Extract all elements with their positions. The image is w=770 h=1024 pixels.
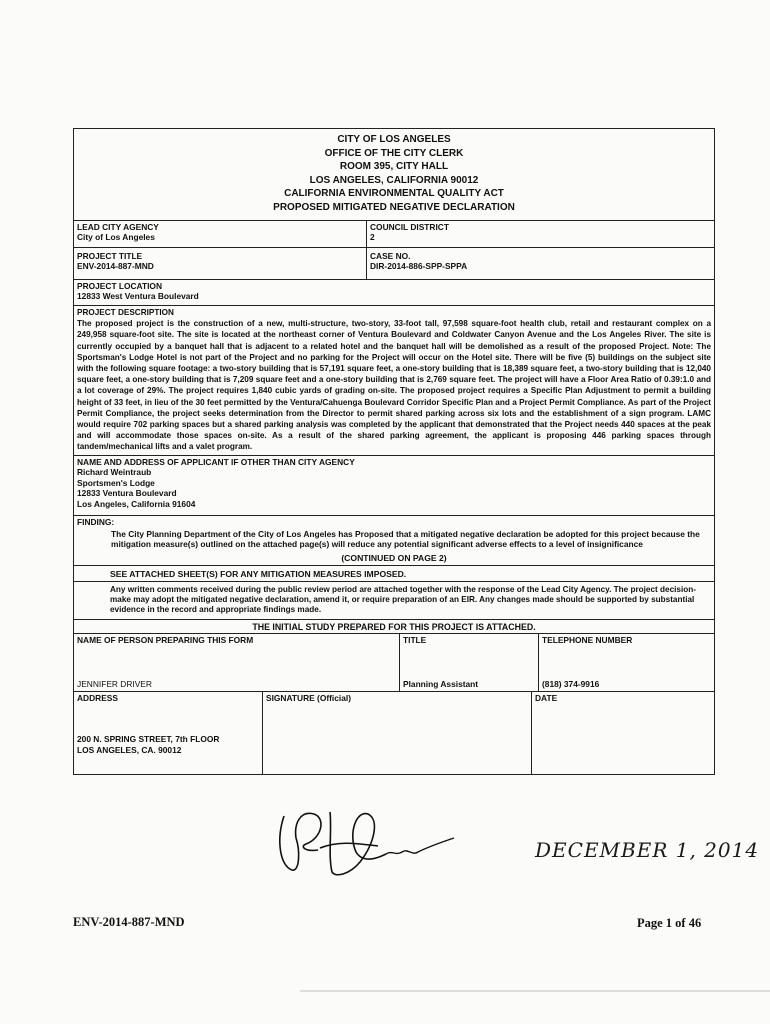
header-line: CALIFORNIA ENVIRONMENTAL QUALITY ACT — [284, 188, 504, 200]
continued-note: (CONTINUED ON PAGE 2) — [341, 552, 447, 563]
form-header — [74, 129, 714, 221]
case-no-value: DIR-2014-886-SPP-SPPA — [370, 261, 468, 271]
address-row — [74, 692, 714, 774]
case-no-label: CASE NO. — [370, 251, 411, 261]
address-label: ADDRESS — [77, 692, 118, 703]
preparer-phone: (818) 374-9916 — [542, 678, 600, 689]
signature-label: SIGNATURE (Official) — [266, 692, 351, 703]
lead-agency-value: City of Los Angeles — [77, 232, 155, 242]
scan-edge-line — [300, 990, 770, 992]
handwritten-signature — [270, 800, 470, 880]
form-title: PROPOSED MITIGATED NEGATIVE DECLARATION — [273, 201, 515, 213]
date-cell — [531, 692, 714, 774]
applicant-line: 12833 Ventura Boulevard — [77, 488, 177, 499]
address-line: LOS ANGELES, CA. 90012 — [77, 744, 182, 755]
case-no-cell — [366, 248, 714, 279]
project-title-cell — [74, 248, 366, 279]
project-title-label: PROJECT TITLE — [77, 251, 143, 261]
finding-label: FINDING: — [77, 516, 115, 527]
header-line: CITY OF LOS ANGELES — [337, 134, 451, 145]
preparer-row — [74, 634, 714, 692]
agency-row — [74, 221, 714, 248]
project-location-label: PROJECT LOCATION — [77, 281, 162, 291]
preparer-name-label: NAME OF PERSON PREPARING THIS FORM — [77, 634, 254, 645]
project-location-cell — [74, 280, 714, 305]
applicant-cell — [74, 456, 714, 515]
lead-agency-cell — [74, 221, 366, 247]
written-comments-text: Any written comments received during the public review period are attached together with the response of the Lead City Agency. The project decision-make may adopt the mitigated negative declaration, amend it, or require preparation of an EIR. Any changes made should be supported by substantial evidence in the record and appropriate findings made. — [74, 582, 714, 620]
project-location-value: 12833 West Ventura Boulevard — [77, 291, 199, 301]
applicant-line: Richard Weintraub — [77, 467, 152, 478]
see-attached-note: SEE ATTACHED SHEET(S) FOR ANY MITIGATION MEASURES IMPOSED. — [74, 565, 714, 582]
preparer-phone-cell — [538, 634, 714, 691]
lead-agency-label: LEAD CITY AGENCY — [77, 222, 159, 232]
project-title-value: ENV-2014-887-MND — [77, 261, 154, 271]
mnd-form — [73, 128, 715, 775]
council-district-label: COUNCIL DISTRICT — [370, 222, 449, 232]
finding-text: The City Planning Department of the City of Los Angeles has Proposed that a mitigated negative declaration be adopted for this project because the mitigation measure(s) outlined on the attached page(s) will reduce any potential significant adverse effects to a level of insignificance — [111, 528, 700, 550]
preparer-title: Planning Assistant — [403, 678, 479, 689]
description-row — [74, 306, 714, 456]
preparer-name: JENNIFER DRIVER — [77, 678, 152, 689]
location-row — [74, 280, 714, 306]
address-line: 200 N. SPRING STREET, 7th FLOOR — [77, 733, 220, 744]
preparer-title-cell — [399, 634, 538, 691]
header-line: LOS ANGELES, CALIFORNIA 90012 — [309, 174, 479, 186]
finding-row — [74, 516, 714, 634]
applicant-row — [74, 456, 714, 516]
applicant-line: Sportsmen's Lodge — [77, 477, 155, 488]
signature-cell — [262, 692, 531, 774]
header-line: OFFICE OF THE CITY CLERK — [324, 147, 464, 159]
title-row — [74, 248, 714, 280]
finding-cell — [74, 516, 714, 633]
council-district-value: 2 — [370, 232, 375, 242]
applicant-label: NAME AND ADDRESS OF APPLICANT IF OTHER THAN CITY AGENCY — [77, 456, 355, 467]
header-line: ROOM 395, CITY HALL — [339, 161, 449, 173]
handwritten-date: DECEMBER 1, 2014 — [535, 838, 760, 862]
council-district-cell — [366, 221, 714, 247]
address-cell — [74, 692, 262, 774]
footer-doc-id: ENV-2014-887-MND — [73, 915, 185, 929]
initial-study-note: THE INITIAL STUDY PREPARED FOR THIS PROJECT IS ATTACHED. — [252, 621, 536, 632]
project-description-label: PROJECT DESCRIPTION — [77, 308, 174, 317]
preparer-phone-label: TELEPHONE NUMBER — [542, 634, 633, 645]
applicant-line: Los Angeles, California 91604 — [77, 498, 196, 509]
project-description-cell — [74, 306, 714, 455]
project-description-text: The proposed project is the construction of a new, multi-structure, two-story, 33-foot tall, 97,598 square-foot health club, retail and restaurant complex on a 249,958 square-foot site. The site is located at the northeast corner of Ventura Boulevard and Coldwater Canyon Avenue and the Los Angeles River. The site is currently occupied by a banquet hall that is adjacent to a related hotel and the banquet hall will be demolished as a result of the proposed Project. Note: The Sportsman's Lodge Hotel is not part of the Project and no parking for the Project will occur on the Hotel site. There will be five (5) buildings on the subject site with the following square footage: a two-story building that is 57,191 square feet, a one-story building that is 18,389 square feet, a two-story building that is 12,040 square feet, a one-story building that is 7,209 square feet and a one-story building that is 2,769 square feet. The project will have a Floor Area Ratio of 0.39:1.0 and a lot coverage of 29%. The project requires 1,840 cubic yards of grading on-site. The proposed project requires a Specific Plan Adjustment to permit a building height of 33 feet, in lieu of the 30 feet permitted by the Ventura/Cahuenga Boulevard Corridor Specific Plan and a Project Permit Compliance. As part of the Project Permit Compliance, the project seeks determination from the Director to permit shared parking across six lots and the establishment of a sign program. LAMC would require 702 parking spaces but a shared parking analysis was completed by the applicant that demonstrated that the Project needs 440 spaces at the peak and will accommodate those spaces on-site. As a result of the shared parking agreement, the applicant is proposing 446 parking spaces through tandem/mechanical lifts and a valet program. — [77, 319, 711, 452]
date-label: DATE — [535, 692, 558, 703]
preparer-title-label: TITLE — [403, 634, 427, 645]
footer-page-number: Page 1 of 46 — [637, 916, 702, 930]
preparer-name-cell — [74, 634, 399, 691]
